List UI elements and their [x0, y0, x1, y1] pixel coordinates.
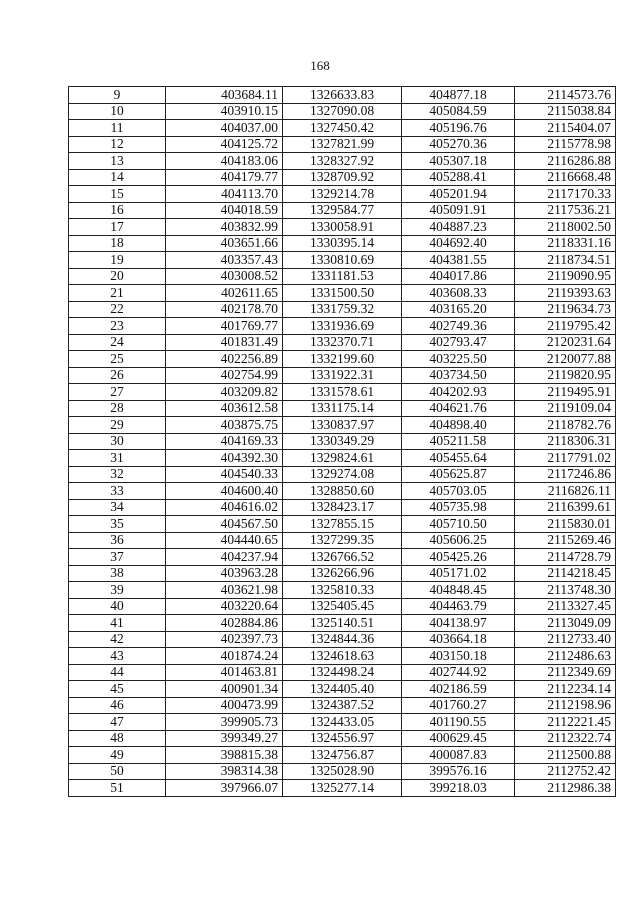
point-number-cell: 21	[69, 285, 166, 302]
point-number-cell: 11	[69, 120, 166, 137]
x2-cell: 403225.50	[402, 351, 515, 368]
table-row	[69, 450, 616, 467]
x1-cell: 399349.27	[166, 730, 283, 747]
y1-cell: 1324844.36	[283, 631, 402, 648]
y2-cell: 2119495.91	[515, 384, 616, 401]
y2-cell: 2117536.21	[515, 202, 616, 219]
y1-cell: 1324556.97	[283, 730, 402, 747]
x2-cell: 403734.50	[402, 367, 515, 384]
table-row	[69, 532, 616, 549]
table-row	[69, 103, 616, 120]
x2-cell: 405425.26	[402, 549, 515, 566]
point-number-cell: 42	[69, 631, 166, 648]
y1-cell: 1331759.32	[283, 301, 402, 318]
y2-cell: 2117170.33	[515, 186, 616, 203]
x1-cell: 403612.58	[166, 400, 283, 417]
x1-cell: 404037.00	[166, 120, 283, 137]
x1-cell: 401463.81	[166, 664, 283, 681]
point-number-cell: 14	[69, 169, 166, 186]
point-number-cell: 27	[69, 384, 166, 401]
y2-cell: 2112322.74	[515, 730, 616, 747]
y2-cell: 2120077.88	[515, 351, 616, 368]
point-number-cell: 26	[69, 367, 166, 384]
x1-cell: 404600.40	[166, 483, 283, 500]
point-number-cell: 45	[69, 681, 166, 698]
x2-cell: 402793.47	[402, 334, 515, 351]
x2-cell: 402749.36	[402, 318, 515, 335]
point-number-cell: 40	[69, 598, 166, 615]
y1-cell: 1329274.08	[283, 466, 402, 483]
y1-cell: 1331500.50	[283, 285, 402, 302]
x2-cell: 405735.98	[402, 499, 515, 516]
x1-cell: 404616.02	[166, 499, 283, 516]
x2-cell: 404381.55	[402, 252, 515, 269]
table-row	[69, 268, 616, 285]
point-number-cell: 39	[69, 582, 166, 599]
x1-cell: 404183.06	[166, 153, 283, 170]
table-row	[69, 252, 616, 269]
x2-cell: 405270.36	[402, 136, 515, 153]
y2-cell: 2115830.01	[515, 516, 616, 533]
y2-cell: 2120231.64	[515, 334, 616, 351]
table-row	[69, 516, 616, 533]
table-row	[69, 186, 616, 203]
table-row	[69, 219, 616, 236]
table-row	[69, 747, 616, 764]
table-row	[69, 136, 616, 153]
y1-cell: 1324756.87	[283, 747, 402, 764]
point-number-cell: 16	[69, 202, 166, 219]
x1-cell: 399905.73	[166, 714, 283, 731]
table-row	[69, 499, 616, 516]
y1-cell: 1325405.45	[283, 598, 402, 615]
x2-cell: 403608.33	[402, 285, 515, 302]
x2-cell: 401760.27	[402, 697, 515, 714]
table-row	[69, 582, 616, 599]
x1-cell: 402178.70	[166, 301, 283, 318]
table-row	[69, 466, 616, 483]
table-row	[69, 334, 616, 351]
table-row	[69, 730, 616, 747]
y1-cell: 1330810.69	[283, 252, 402, 269]
y1-cell: 1326266.96	[283, 565, 402, 582]
table-row	[69, 648, 616, 665]
y1-cell: 1328850.60	[283, 483, 402, 500]
point-number-cell: 10	[69, 103, 166, 120]
x1-cell: 404125.72	[166, 136, 283, 153]
y1-cell: 1331175.14	[283, 400, 402, 417]
y2-cell: 2114573.76	[515, 87, 616, 104]
x1-cell: 403220.64	[166, 598, 283, 615]
table-row	[69, 301, 616, 318]
y2-cell: 2116286.88	[515, 153, 616, 170]
x2-cell: 403150.18	[402, 648, 515, 665]
point-number-cell: 18	[69, 235, 166, 252]
x1-cell: 404567.50	[166, 516, 283, 533]
y1-cell: 1331936.69	[283, 318, 402, 335]
x2-cell: 399576.16	[402, 763, 515, 780]
x1-cell: 402611.65	[166, 285, 283, 302]
x2-cell: 405211.58	[402, 433, 515, 450]
point-number-cell: 44	[69, 664, 166, 681]
x1-cell: 403008.52	[166, 268, 283, 285]
y2-cell: 2112500.88	[515, 747, 616, 764]
y1-cell: 1330395.14	[283, 235, 402, 252]
x2-cell: 401190.55	[402, 714, 515, 731]
y2-cell: 2115269.46	[515, 532, 616, 549]
y1-cell: 1330349.29	[283, 433, 402, 450]
y1-cell: 1325140.51	[283, 615, 402, 632]
y2-cell: 2114728.79	[515, 549, 616, 566]
x1-cell: 404440.65	[166, 532, 283, 549]
x1-cell: 404540.33	[166, 466, 283, 483]
y1-cell: 1325028.90	[283, 763, 402, 780]
y1-cell: 1329584.77	[283, 202, 402, 219]
coordinates-table-body	[69, 87, 616, 797]
point-number-cell: 50	[69, 763, 166, 780]
table-row	[69, 697, 616, 714]
table-row	[69, 664, 616, 681]
table-row	[69, 565, 616, 582]
x1-cell: 403621.98	[166, 582, 283, 599]
y2-cell: 2119820.95	[515, 367, 616, 384]
y1-cell: 1324498.24	[283, 664, 402, 681]
y1-cell: 1332199.60	[283, 351, 402, 368]
point-number-cell: 24	[69, 334, 166, 351]
point-number-cell: 22	[69, 301, 166, 318]
x1-cell: 401831.49	[166, 334, 283, 351]
y1-cell: 1331181.53	[283, 268, 402, 285]
table-row	[69, 87, 616, 104]
table-row	[69, 549, 616, 566]
x2-cell: 405201.94	[402, 186, 515, 203]
x1-cell: 402884.86	[166, 615, 283, 632]
y1-cell: 1327855.15	[283, 516, 402, 533]
y1-cell: 1332370.71	[283, 334, 402, 351]
x1-cell: 403651.66	[166, 235, 283, 252]
point-number-cell: 13	[69, 153, 166, 170]
x1-cell: 403963.28	[166, 565, 283, 582]
y2-cell: 2118331.16	[515, 235, 616, 252]
table-row	[69, 367, 616, 384]
x1-cell: 398314.38	[166, 763, 283, 780]
x2-cell: 404898.40	[402, 417, 515, 434]
x2-cell: 404463.79	[402, 598, 515, 615]
table-row	[69, 169, 616, 186]
x1-cell: 404169.33	[166, 433, 283, 450]
point-number-cell: 12	[69, 136, 166, 153]
point-number-cell: 17	[69, 219, 166, 236]
y1-cell: 1330837.97	[283, 417, 402, 434]
x2-cell: 404621.76	[402, 400, 515, 417]
x1-cell: 402397.73	[166, 631, 283, 648]
x1-cell: 403832.99	[166, 219, 283, 236]
table-row	[69, 681, 616, 698]
x1-cell: 403357.43	[166, 252, 283, 269]
y1-cell: 1327450.42	[283, 120, 402, 137]
y2-cell: 2119795.42	[515, 318, 616, 335]
point-number-cell: 46	[69, 697, 166, 714]
x2-cell: 404202.93	[402, 384, 515, 401]
x1-cell: 400473.99	[166, 697, 283, 714]
x2-cell: 400087.83	[402, 747, 515, 764]
table-row	[69, 120, 616, 137]
x1-cell: 401769.77	[166, 318, 283, 335]
point-number-cell: 9	[69, 87, 166, 104]
y2-cell: 2115404.07	[515, 120, 616, 137]
table-row	[69, 202, 616, 219]
table-row	[69, 351, 616, 368]
x2-cell: 405288.41	[402, 169, 515, 186]
x2-cell: 405091.91	[402, 202, 515, 219]
point-number-cell: 35	[69, 516, 166, 533]
x2-cell: 405606.25	[402, 532, 515, 549]
x2-cell: 405625.87	[402, 466, 515, 483]
y2-cell: 2112486.63	[515, 648, 616, 665]
y1-cell: 1328423.17	[283, 499, 402, 516]
x2-cell: 399218.03	[402, 780, 515, 797]
y2-cell: 2119090.95	[515, 268, 616, 285]
x2-cell: 404017.86	[402, 268, 515, 285]
x2-cell: 405171.02	[402, 565, 515, 582]
point-number-cell: 15	[69, 186, 166, 203]
y1-cell: 1324433.05	[283, 714, 402, 731]
point-number-cell: 49	[69, 747, 166, 764]
coordinates-table	[68, 86, 616, 797]
y2-cell: 2112986.38	[515, 780, 616, 797]
point-number-cell: 34	[69, 499, 166, 516]
page-number: 168	[310, 58, 330, 73]
table-row	[69, 763, 616, 780]
x2-cell: 400629.45	[402, 730, 515, 747]
y2-cell: 2116668.48	[515, 169, 616, 186]
x1-cell: 404018.59	[166, 202, 283, 219]
point-number-cell: 33	[69, 483, 166, 500]
x1-cell: 402754.99	[166, 367, 283, 384]
point-number-cell: 31	[69, 450, 166, 467]
x2-cell: 405710.50	[402, 516, 515, 533]
x1-cell: 400901.34	[166, 681, 283, 698]
y2-cell: 2119109.04	[515, 400, 616, 417]
x2-cell: 403664.18	[402, 631, 515, 648]
x1-cell: 403209.82	[166, 384, 283, 401]
table-row	[69, 384, 616, 401]
y1-cell: 1327821.99	[283, 136, 402, 153]
y2-cell: 2116399.61	[515, 499, 616, 516]
table-row	[69, 285, 616, 302]
y1-cell: 1329214.78	[283, 186, 402, 203]
y2-cell: 2119393.63	[515, 285, 616, 302]
table-row	[69, 235, 616, 252]
point-number-cell: 29	[69, 417, 166, 434]
table-row	[69, 400, 616, 417]
point-number-cell: 20	[69, 268, 166, 285]
table-row	[69, 417, 616, 434]
point-number-cell: 37	[69, 549, 166, 566]
x1-cell: 404179.77	[166, 169, 283, 186]
y2-cell: 2117246.86	[515, 466, 616, 483]
y1-cell: 1328327.92	[283, 153, 402, 170]
y1-cell: 1326633.83	[283, 87, 402, 104]
y2-cell: 2113049.09	[515, 615, 616, 632]
table-row	[69, 153, 616, 170]
table-row	[69, 780, 616, 797]
point-number-cell: 43	[69, 648, 166, 665]
point-number-cell: 19	[69, 252, 166, 269]
point-number-cell: 48	[69, 730, 166, 747]
point-number-cell: 30	[69, 433, 166, 450]
x1-cell: 404392.30	[166, 450, 283, 467]
x2-cell: 405703.05	[402, 483, 515, 500]
x1-cell: 401874.24	[166, 648, 283, 665]
x2-cell: 404692.40	[402, 235, 515, 252]
point-number-cell: 47	[69, 714, 166, 731]
y2-cell: 2112349.69	[515, 664, 616, 681]
y1-cell: 1324387.52	[283, 697, 402, 714]
y1-cell: 1327299.35	[283, 532, 402, 549]
y1-cell: 1327090.08	[283, 103, 402, 120]
table-row	[69, 483, 616, 500]
y2-cell: 2117791.02	[515, 450, 616, 467]
table-row	[69, 433, 616, 450]
x1-cell: 404113.70	[166, 186, 283, 203]
table-row	[69, 631, 616, 648]
point-number-cell: 23	[69, 318, 166, 335]
table-row	[69, 318, 616, 335]
x2-cell: 405196.76	[402, 120, 515, 137]
point-number-cell: 28	[69, 400, 166, 417]
y1-cell: 1326766.52	[283, 549, 402, 566]
y2-cell: 2115778.98	[515, 136, 616, 153]
y2-cell: 2113748.30	[515, 582, 616, 599]
table-row	[69, 615, 616, 632]
x2-cell: 404877.18	[402, 87, 515, 104]
point-number-cell: 36	[69, 532, 166, 549]
x1-cell: 403875.75	[166, 417, 283, 434]
y2-cell: 2118306.31	[515, 433, 616, 450]
point-number-cell: 38	[69, 565, 166, 582]
y2-cell: 2118782.76	[515, 417, 616, 434]
x1-cell: 404237.94	[166, 549, 283, 566]
y2-cell: 2112221.45	[515, 714, 616, 731]
point-number-cell: 41	[69, 615, 166, 632]
x1-cell: 403910.15	[166, 103, 283, 120]
x1-cell: 403684.11	[166, 87, 283, 104]
x2-cell: 405084.59	[402, 103, 515, 120]
y1-cell: 1331578.61	[283, 384, 402, 401]
table-row	[69, 598, 616, 615]
y2-cell: 2113327.45	[515, 598, 616, 615]
table-row	[69, 714, 616, 731]
y2-cell: 2112733.40	[515, 631, 616, 648]
point-number-cell: 32	[69, 466, 166, 483]
y1-cell: 1324618.63	[283, 648, 402, 665]
point-number-cell: 51	[69, 780, 166, 797]
x2-cell: 402186.59	[402, 681, 515, 698]
y1-cell: 1324405.40	[283, 681, 402, 698]
x1-cell: 397966.07	[166, 780, 283, 797]
y1-cell: 1329824.61	[283, 450, 402, 467]
x2-cell: 402744.92	[402, 664, 515, 681]
x1-cell: 402256.89	[166, 351, 283, 368]
y1-cell: 1328709.92	[283, 169, 402, 186]
y2-cell: 2112234.14	[515, 681, 616, 698]
y1-cell: 1331922.31	[283, 367, 402, 384]
x2-cell: 403165.20	[402, 301, 515, 318]
y1-cell: 1325810.33	[283, 582, 402, 599]
y1-cell: 1325277.14	[283, 780, 402, 797]
y2-cell: 2114218.45	[515, 565, 616, 582]
x2-cell: 404887.23	[402, 219, 515, 236]
x2-cell: 404848.45	[402, 582, 515, 599]
y2-cell: 2112752.42	[515, 763, 616, 780]
point-number-cell: 25	[69, 351, 166, 368]
y2-cell: 2119634.73	[515, 301, 616, 318]
x2-cell: 404138.97	[402, 615, 515, 632]
x1-cell: 398815.38	[166, 747, 283, 764]
x2-cell: 405455.64	[402, 450, 515, 467]
y2-cell: 2118002.50	[515, 219, 616, 236]
y2-cell: 2116826.11	[515, 483, 616, 500]
y1-cell: 1330058.91	[283, 219, 402, 236]
y2-cell: 2118734.51	[515, 252, 616, 269]
y2-cell: 2115038.84	[515, 103, 616, 120]
x2-cell: 405307.18	[402, 153, 515, 170]
y2-cell: 2112198.96	[515, 697, 616, 714]
